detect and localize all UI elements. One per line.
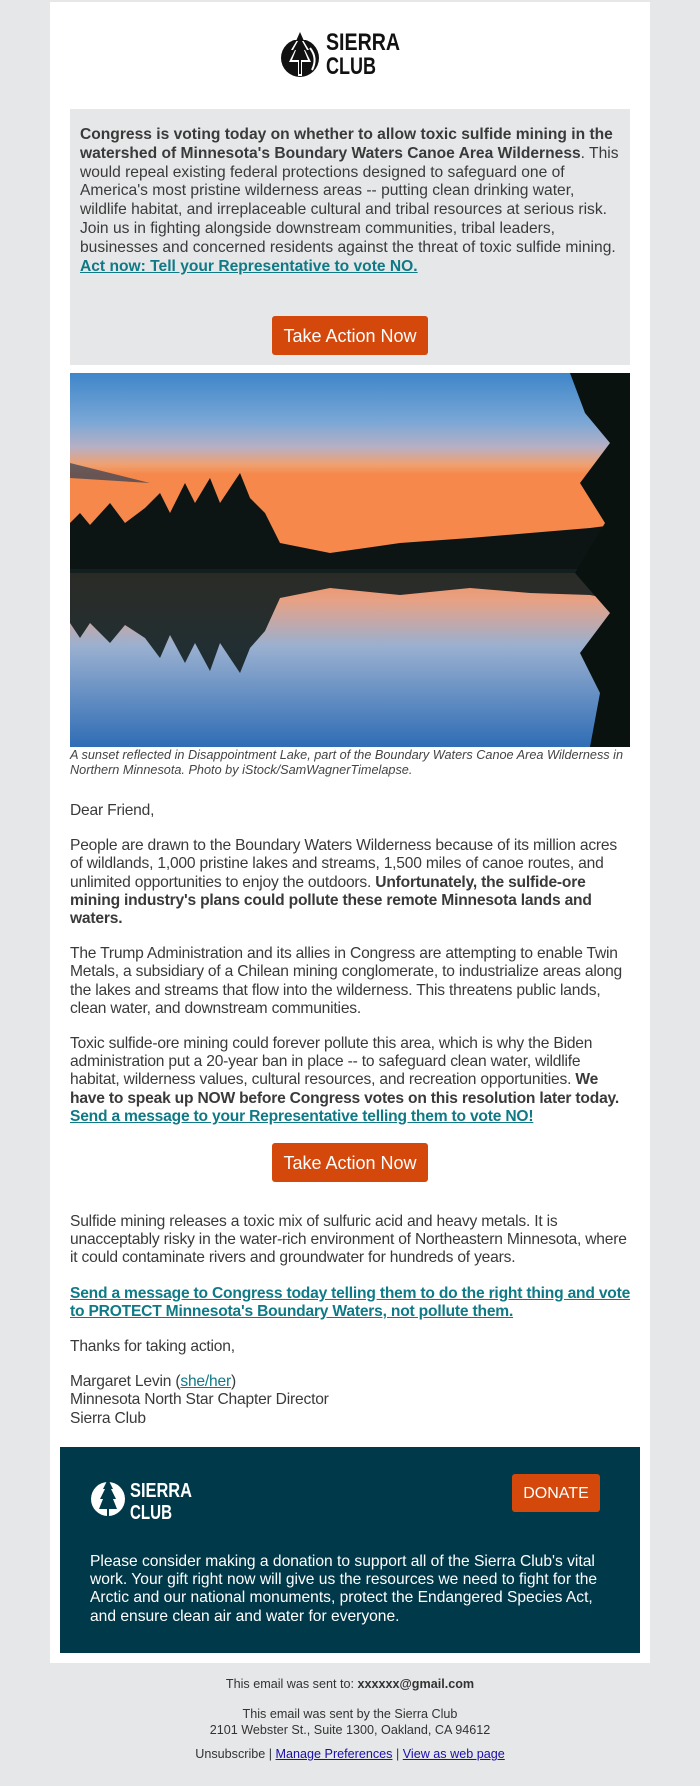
donation-appeal: Please consider making a donation to support all of the Sierra Club's vital work. Your gift right now will give us the resources we need to fight for the Arctic and our national monuments, protect the Endangered Species Act, and ensure clean air and water for everyone.: [90, 1553, 598, 1625]
email-container: [50, 2, 650, 1663]
cta-wrapper: [70, 1143, 632, 1183]
letter-body: [70, 802, 632, 1445]
sent-to-line: [0, 1676, 700, 1692]
send-message-representative-link[interactable]: Send a message to your Representative telling them to vote NO!: [70, 1107, 534, 1125]
paren: ): [230, 1373, 236, 1391]
paragraph-2: The Trump Administration and its allies in Congress are attempting to enable Twin Metals, a subsidiary of a Chilean mining conglomerate, to industrialize areas along the lakes and streams that flow into the wilderness. This threatens public lands, clean water, and downstream communities.: [70, 945, 623, 1017]
donate-footer: [60, 1447, 640, 1653]
unsubscribe-link[interactable]: Unsubscribe: [195, 1747, 266, 1761]
separator: |: [265, 1747, 276, 1761]
manage-preferences-link[interactable]: Manage Preferences: [275, 1747, 393, 1761]
footer-tree-logo-icon: [88, 1475, 198, 1525]
tree-logo-icon: [276, 24, 426, 80]
p3-bold: We have to speak up NOW before Congress votes on this resolution later today.: [70, 1071, 619, 1107]
signer-org: Sierra Club: [70, 1409, 146, 1427]
paragraph-5: [70, 1285, 632, 1321]
alert-bold-intro: Congress is voting today on whether to allow toxic sulfide mining in the watershed of Minnesota's Boundary Waters Canoe Area Wilderness: [80, 126, 613, 162]
footer-links: [0, 1746, 700, 1762]
signer-name: Margaret Levin (: [70, 1373, 181, 1391]
closing: Thanks for taking action,: [70, 1338, 235, 1356]
footer-sierra-club-logo[interactable]: [88, 1475, 198, 1525]
take-action-button-2[interactable]: Take Action Now: [272, 1143, 428, 1182]
svg-text:CLUB: CLUB: [326, 53, 376, 80]
hero-image-sunset-lake[interactable]: [70, 373, 630, 747]
p1-bold: Unfortunately, the sulfide-ore mining industry's plans could pollute these remote Minnesota lands and waters.: [70, 873, 592, 928]
alert-body: . This would repeal existing federal protections designed to safeguard one of America's most pristine wilderness areas -- putting clean drinking water, wildlife habitat, and irreplaceable cultural and tribal resources at serious risk. Join us in fighting alongside downstream communities, tribal leaders, businesses and concerned residents against the threat of toxic sulfide mining.: [80, 144, 619, 256]
sent-to-label: This email was sent to:: [225, 1677, 358, 1691]
act-now-link[interactable]: Act now: Tell your Representative to vote NO.: [80, 257, 418, 275]
separator: |: [392, 1747, 403, 1761]
paragraph-3: [70, 1035, 632, 1126]
sender-info: [0, 1706, 700, 1739]
p1-text: People are drawn to the Boundary Waters Wilderness because of its million acres of wildlands, 1,000 pristine lakes and streams, 1,500 miles of canoe routes, and unlimited opportunities to enjoy the outdoors.: [70, 837, 617, 891]
sent-by: This email was sent by the Sierra Club: [242, 1707, 458, 1721]
greeting: Dear Friend,: [70, 802, 155, 819]
signer-title: Minnesota North Star Chapter Director: [70, 1391, 329, 1409]
recipient-email: xxxxxx@gmail.com: [357, 1677, 475, 1691]
hero-caption: A sunset reflected in Disappointment Lake, part of the Boundary Waters Canoe Area Wilderness in Northern Minnesota. Photo by iStock/SamWagnerTimelapse.: [70, 748, 624, 777]
view-web-page-link[interactable]: View as web page: [402, 1747, 505, 1761]
svg-text:CLUB: CLUB: [130, 1502, 172, 1524]
alert-box: [70, 109, 630, 365]
paragraph-4: Sulfide mining releases a toxic mix of sulfuric acid and heavy metals. It is unacceptably risky in the water-rich environment of Northeastern Minnesota, where it could contaminate rivers and groundwater for hundreds of years.: [70, 1213, 627, 1267]
svg-text:SIERRA: SIERRA: [130, 1480, 192, 1502]
paragraph-1: [70, 837, 632, 928]
sierra-club-logo[interactable]: [276, 24, 426, 80]
svg-text:SIERRA: SIERRA: [326, 29, 400, 56]
alert-text: [80, 126, 625, 276]
address: 2101 Webster St., Suite 1300, Oakland, CA 94612: [209, 1723, 491, 1738]
p3-text: Toxic sulfide-ore mining could forever pollute this area, which is why the Biden administration put a 20-year ban in place -- to safeguard clean water, wildlife habitat, wilderness values, cultural resources, and recreation opportunities.: [70, 1035, 593, 1089]
signature: [70, 1373, 632, 1428]
sunset-lake-photo: [70, 373, 630, 747]
pronouns-link[interactable]: she/her: [180, 1373, 231, 1391]
take-action-button[interactable]: Take Action Now: [272, 316, 428, 355]
send-message-congress-link[interactable]: Send a message to Congress today telling them to do the right thing and vote to PROTECT Minnesota's Boundary Waters, not pollute them.: [70, 1284, 631, 1320]
donate-button[interactable]: DONATE: [512, 1474, 600, 1512]
